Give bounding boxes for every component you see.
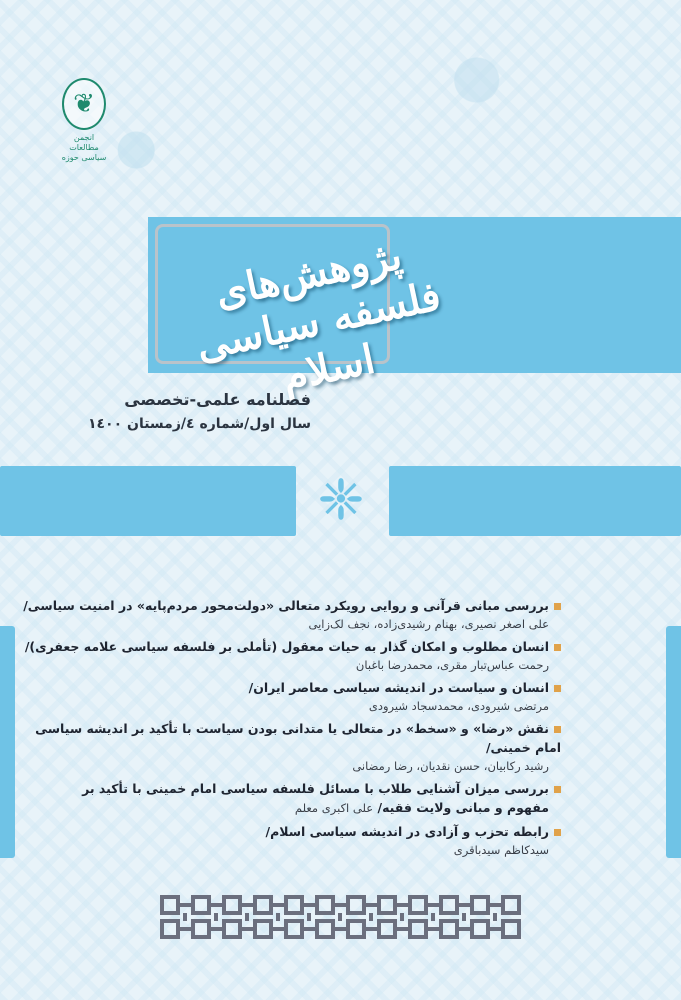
side-bar-left	[0, 626, 15, 858]
bullet-square-icon	[554, 644, 561, 651]
bullet-square-icon	[554, 685, 561, 692]
article-authors: سیدکاظم سیدباقری	[453, 843, 549, 857]
article-title: انسان مطلوب و امکان گذار به حیات معقول (تأملی بر فلسفه سیاسی علامه جعفری)/	[24, 639, 549, 654]
toc-item	[21, 822, 561, 859]
journal-title: پژوهش‌های فلسفه سیاسی اسلام	[192, 231, 445, 401]
journal-subtitle: فصلنامه علمی-تخصصی	[124, 390, 311, 409]
side-bar-right	[666, 626, 681, 858]
toc-item	[21, 678, 561, 715]
geometric-chain-ornament	[160, 893, 522, 941]
article-authors: رشید رکابیان، حسن نقدیان، رضا رمضانی	[352, 759, 549, 773]
bullet-square-icon	[554, 829, 561, 836]
arabesque-ornament-icon: ❈	[317, 468, 365, 533]
middle-band-right	[389, 466, 681, 536]
article-title-line2: مفهوم و مبانی ولایت فقیه/	[377, 800, 549, 815]
article-title: نقش «رضا» و «سخط» در متعالی یا متدانی بودن سیاست با تأکید بر اندیشه سیاسی امام خمینی/	[35, 721, 561, 755]
article-authors: رحمت عباس‌تبار مقری، محمدرضا باغبان	[355, 658, 549, 672]
article-authors: علی اصغر نصیری، بهنام رشیدی‌زاده، نجف لک‌زایی	[308, 617, 549, 631]
article-authors: مرتضی شیرودی، محمدسجاد شیرودی	[368, 699, 549, 713]
article-title: انسان و سیاست در اندیشه سیاسی معاصر ایران/	[248, 680, 549, 695]
leaf-emblem-icon: ❦	[62, 78, 106, 130]
publisher-name: انجمن مطالعات سیاسی حوزه	[61, 133, 107, 162]
publisher-logo	[60, 78, 108, 163]
table-of-contents	[21, 596, 561, 863]
middle-band-left	[0, 466, 296, 536]
issue-info: سال اول/شماره ٤/زمستان ١٤٠٠	[87, 416, 311, 432]
toc-item	[21, 596, 561, 633]
toc-item	[21, 779, 561, 818]
article-title: بررسی میزان آشنایی طلاب با مسائل فلسفه سیاسی امام خمینی با تأکید بر	[82, 781, 549, 796]
bullet-square-icon	[554, 726, 561, 733]
article-title: رابطه تحزب و آزادی در اندیشه سیاسی اسلام/	[265, 824, 549, 839]
bullet-square-icon	[554, 786, 561, 793]
bullet-square-icon	[554, 603, 561, 610]
toc-item	[21, 719, 561, 775]
toc-item	[21, 637, 561, 674]
article-authors: علی اکبری معلم	[294, 801, 374, 815]
article-title: بررسی مبانی قرآنی و روایی رویکرد متعالی «دولت‌محور مردم‌پایه» در امنیت سیاسی/	[23, 598, 549, 613]
